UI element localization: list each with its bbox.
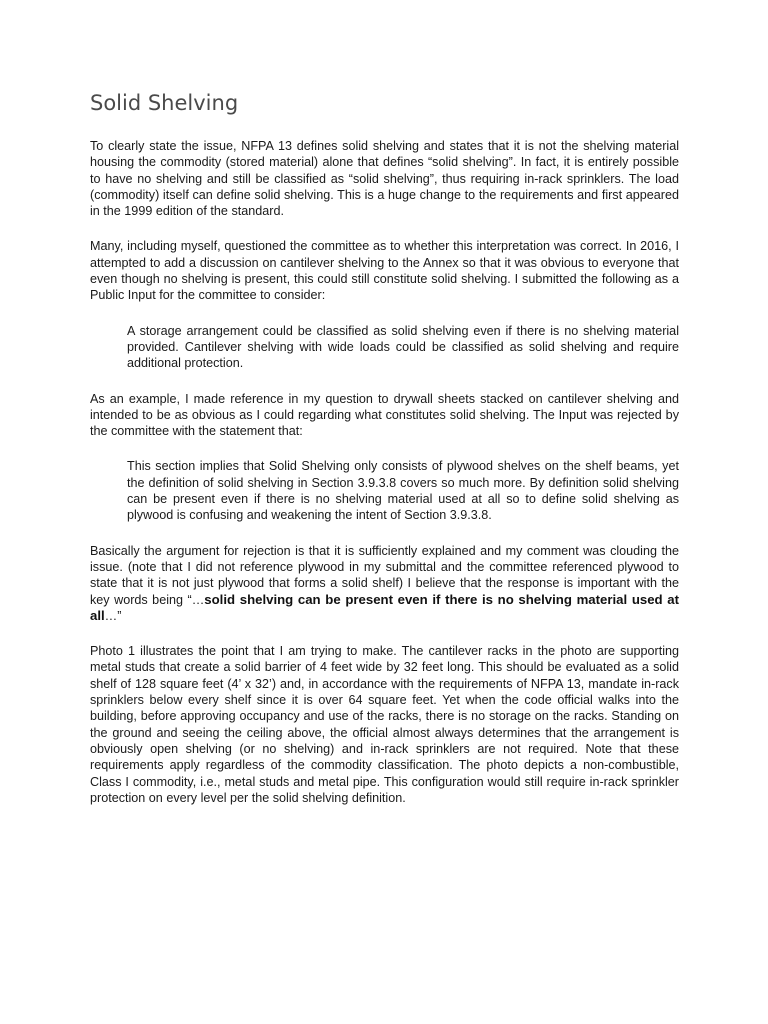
block-quote-committee-statement: This section implies that Solid Shelving only consists of plywood shelves on the shelf beams, yet the definition of solid shelving in Section 3.9.3.8 covers so much more. By definition solid shelving can be present even if there is no shelving material used at all so to define solid shelving as plywood is confusing and weakening the intent of Section 3.9.3.8. — [127, 459, 679, 523]
paragraph-1: To clearly state the issue, NFPA 13 defines solid shelving and states that it is not the shelving material housing the commodity (stored material) alone that defines “solid shelving”. In fact, it is entirely possible to have no shelving and still be classified as “solid shelving”, thus requiring in-rack sprinklers. The load (commodity) itself can define solid shelving. This is a huge change to the requirements and first appeared in the 1999 edition of the standard. — [90, 139, 679, 219]
paragraph-4 — [90, 543, 679, 624]
document-page — [90, 90, 679, 825]
key-words-bold: solid shelving can be present even if there is no shelving material used at all — [90, 591, 679, 623]
document-title: Solid Shelving — [90, 91, 239, 115]
paragraph-5: Photo 1 illustrates the point that I am trying to make. The cantilever racks in the photo are supporting metal studs that create a solid barrier of 4 feet wide by 32 feet long. This should be evaluated as a solid shelf of 128 square feet (4’ x 32’) and, in accordance with the requirements of NFPA 13, mandate in-rack sprinklers below every shelf since it is over 64 square feet. Yet when the code official walks into the building, before approving occupancy and use of the racks, there is no storage on the racks. Standing on the ground and seeing the ceiling above, the official almost always determines that the arrangement is obviously open shelving (or no shelving) and in-rack sprinklers are not required. Note that these requirements apply regardless of the commodity classification. The photo depicts a non-combustible, Class I commodity, i.e., metal studs and metal pipe. This configuration would still require in-rack sprinkler protection on every level per the solid shelving definition. — [90, 644, 679, 805]
paragraph-2: Many, including myself, questioned the committee as to whether this interpretation was correct. In 2016, I attempted to add a discussion on cantilever shelving to the Annex so that it was obvious to everyone that even though no shelving is present, this could still constitute solid shelving. I submitted the following as a Public Input for the committee to consider: — [90, 239, 679, 303]
block-quote-public-input: A storage arrangement could be classified as solid shelving even if there is no shelving material provided. Cantilever shelving with wide loads could be classified as solid shelving and require additional protection. — [127, 323, 679, 371]
paragraph-3: As an example, I made reference in my question to drywall sheets stacked on cantilever shelving and intended to be as obvious as I could regarding what constitutes solid shelving. The Input was rejected by the committee with the statement that: — [90, 391, 679, 439]
paragraph-4-closing: …” — [104, 608, 122, 623]
paragraph-4-text: Basically the argument for rejection is that it is sufficiently explained and my comment was clouding the issue. (note that I did not reference plywood in my submittal and the committee referenced plywood to state that it is not just plywood that forms a solid shelf) I believe that the response is important with the key words being “… — [90, 543, 679, 607]
